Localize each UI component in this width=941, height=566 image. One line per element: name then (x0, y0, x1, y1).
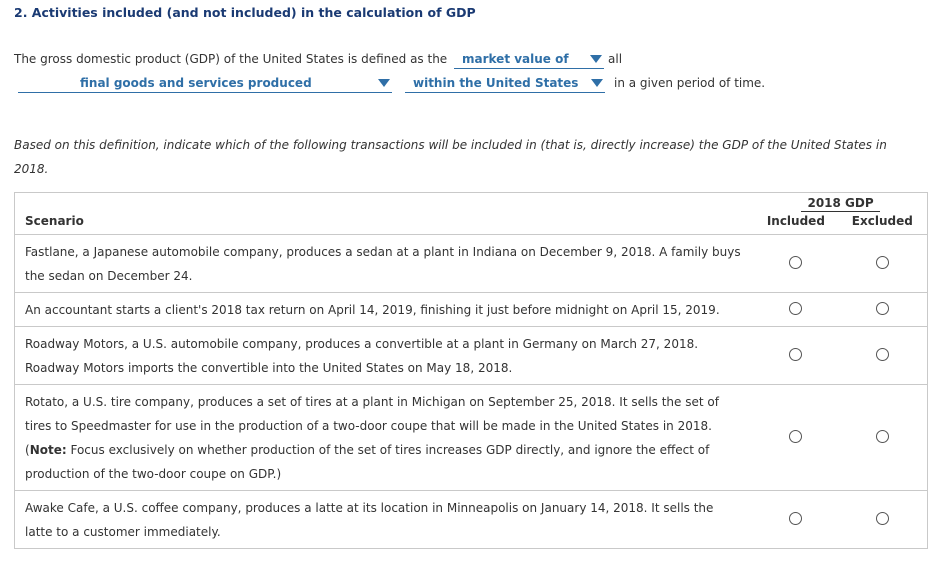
question-title: 2. Activities included (and not included) in the calculation of GDP (14, 5, 476, 20)
note-text: Focus exclusively on whether production of the set of tires increases GDP directly, and ignore the effect of production of the two-door coupe on GDP. (25, 442, 710, 481)
excluded-cell (838, 235, 928, 293)
excluded-cell (838, 385, 928, 491)
gdp-scenario-table (14, 192, 928, 549)
table-row (15, 293, 928, 327)
included-cell (754, 385, 837, 491)
chevron-down-icon (591, 79, 603, 87)
scenario-text: Awake Cafe, a U.S. coffee company, produces a latte at its location in Minneapolis on January 14, 2018. It sells the latte to a customer immediately. (15, 491, 755, 549)
scenario-text: Roadway Motors, a U.S. automobile company, produces a convertible at a plant in Germany on March 27, 2018. Roadway Motors imports the convertible into the United States on May 18, 2018. (15, 327, 755, 385)
scenario-text: An accountant starts a client's 2018 tax return on April 14, 2019, finishing it just before midnight on April 15, 2019. (15, 293, 755, 327)
excluded-cell (838, 491, 928, 549)
scenario-text-main: Rotato, a U.S. tire company, produces a set of tires at a plant in Michigan on September 25, 2018. It sells the set of tires to Speedmaster for use in the production of a two-door coupe that will be made in the United States in 2018. (25, 394, 719, 433)
excluded-radio[interactable] (876, 256, 889, 269)
scenario-header: Scenario (15, 193, 755, 235)
included-radio[interactable] (789, 430, 802, 443)
instructions: Based on this definition, indicate which of the following transactions will be included in (that is, directly increase) the GDP of the United States in 2018. (14, 138, 887, 176)
excluded-radio[interactable] (876, 512, 889, 525)
excluded-cell (838, 327, 928, 385)
included-radio[interactable] (789, 512, 802, 525)
excluded-radio[interactable] (876, 302, 889, 315)
market-value-dropdown[interactable] (454, 52, 604, 69)
definition-line-2 (18, 76, 778, 94)
final-goods-dropdown[interactable] (18, 76, 392, 93)
included-header: Included (754, 213, 837, 235)
chevron-down-icon (590, 55, 602, 63)
chevron-down-icon (378, 79, 390, 87)
included-radio[interactable] (789, 256, 802, 269)
final-goods-dropdown-value: final goods and services produced (80, 76, 312, 90)
included-cell (754, 327, 837, 385)
excluded-cell (838, 293, 928, 327)
included-cell (754, 491, 837, 549)
definition-after: all (608, 52, 623, 66)
market-value-dropdown-value: market value of (462, 52, 569, 66)
location-dropdown-value: within the United States (413, 76, 579, 90)
definition-prefix: The gross domestic product (GDP) of the United States is defined as the (14, 52, 448, 66)
included-cell (754, 235, 837, 293)
excluded-radio[interactable] (876, 430, 889, 443)
table-row (15, 491, 928, 549)
note-label: Note: (29, 442, 67, 457)
table-row (15, 327, 928, 385)
included-radio[interactable] (789, 348, 802, 361)
excluded-radio[interactable] (876, 348, 889, 361)
included-radio[interactable] (789, 302, 802, 315)
definition-suffix: in a given period of time. (614, 76, 766, 90)
excluded-header: Excluded (838, 213, 928, 235)
location-dropdown[interactable] (405, 76, 605, 93)
gdp-group-header: 2018 GDP (754, 193, 927, 214)
scenario-text: Fastlane, a Japanese automobile company, produces a sedan at a plant in Indiana on December 9, 2018. A family buys the sedan on December 24. (15, 235, 755, 293)
table-row (15, 235, 928, 293)
table-row (15, 385, 928, 491)
included-cell (754, 293, 837, 327)
scenario-text: Rotato, a U.S. tire company, produces a set of tires at a plant in Michigan on September 25, 2018. It sells the set of tires to Speedmaster for use in the production of a two-door coupe that will be made in the United States in 2018. (Note: Focus exclusively on whether production of the set of tires increases GDP directly, and ignore the effect of production of the two-door coupe on GDP.) (15, 385, 755, 491)
